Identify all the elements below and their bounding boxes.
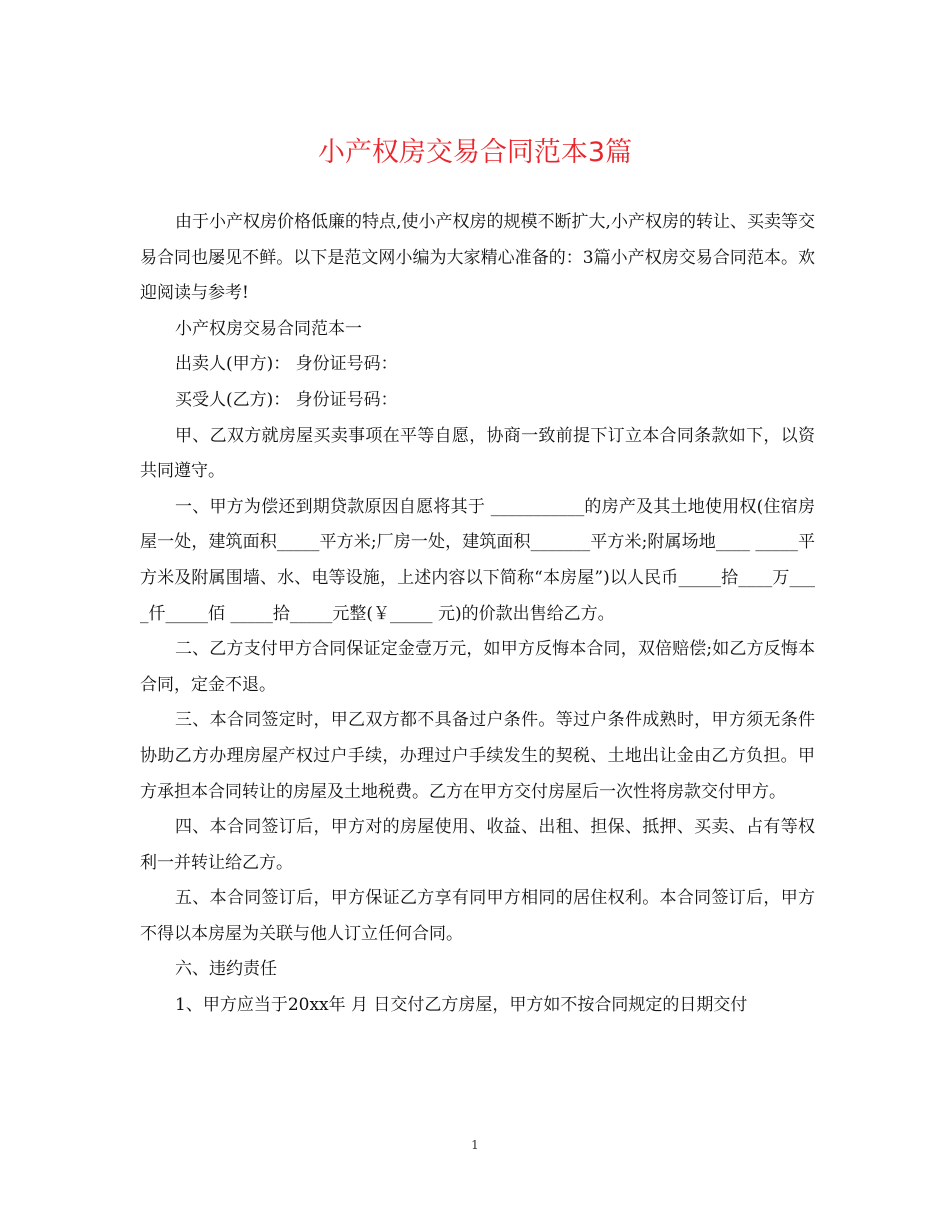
paragraph-seller: 出卖人(甲方)： 身份证号码： xyxy=(175,354,398,375)
paragraph-clause-6-1: 1、甲方应当于20xx年 月 日交付乙方房屋，甲方如不按合同规定的日期交付 xyxy=(175,995,748,1016)
paragraph-intro: 由于小产权房价格低廉的特点,使小产权房的规模不断扩大,小产权房的转让、买卖等交易合同也屡见不鲜。以下是范文网小编为大家精心准备的：3篇小产权房交易合同范本。欢迎阅读与参考! xyxy=(140,212,815,304)
paragraph-preamble: 甲、乙双方就房屋买卖事项在平等自愿，协商一致前提下订立本合同条款如下，以资共同遵守。 xyxy=(140,425,815,482)
document-title: 小产权房交易合同范本3篇 xyxy=(317,137,633,168)
paragraph-clause-6: 六、违约责任 xyxy=(175,959,277,980)
paragraph-section-heading: 小产权房交易合同范本一 xyxy=(175,318,362,339)
paragraph-buyer: 买受人(乙方)： 身份证号码： xyxy=(175,389,398,410)
paragraph-clause-2: 二、乙方支付甲方合同保证定金壹万元，如甲方反悔本合同，双倍赔偿;如乙方反悔本合同，定金不退。 xyxy=(140,639,815,695)
document-body xyxy=(140,205,815,1024)
paragraph-clause-3: 三、本合同签定时，甲乙双方都不具备过户条件。等过户条件成熟时，甲方须无条件协助乙方办理房屋产权过户手续，办理过户手续发生的契税、土地出让金由乙方负担。甲方承担本合同转让的房屋及土地税费。乙方在甲方交付房屋后一次性将房款交付甲方。 xyxy=(140,710,815,802)
paragraph-clause-4: 四、本合同签订后，甲方对的房屋使用、收益、出租、担保、抵押、买卖、占有等权利一并转让给乙方。 xyxy=(140,817,815,873)
paragraph-clause-5: 五、本合同签订后，甲方保证乙方享有同甲方相同的居住权利。本合同签订后，甲方不得以本房屋为关联与他人订立任何合同。 xyxy=(140,888,815,944)
page-number: 1 xyxy=(471,1138,479,1152)
paragraph-clause-1: 一、甲方为偿还到期贷款原因自愿将其于 ___________的房产及其土地使用权(住宿房屋一处，建筑面积_____平方米;厂房一处，建筑面积_______平方米;附属场地____ _____平方米及附属围墙、水、电等设施，上述内容以下简称“本房屋”)以人民币_____拾____万____仟_____佰 _____拾_____元整(￥_____ 元)的价款出售给乙方。 xyxy=(140,496,815,624)
